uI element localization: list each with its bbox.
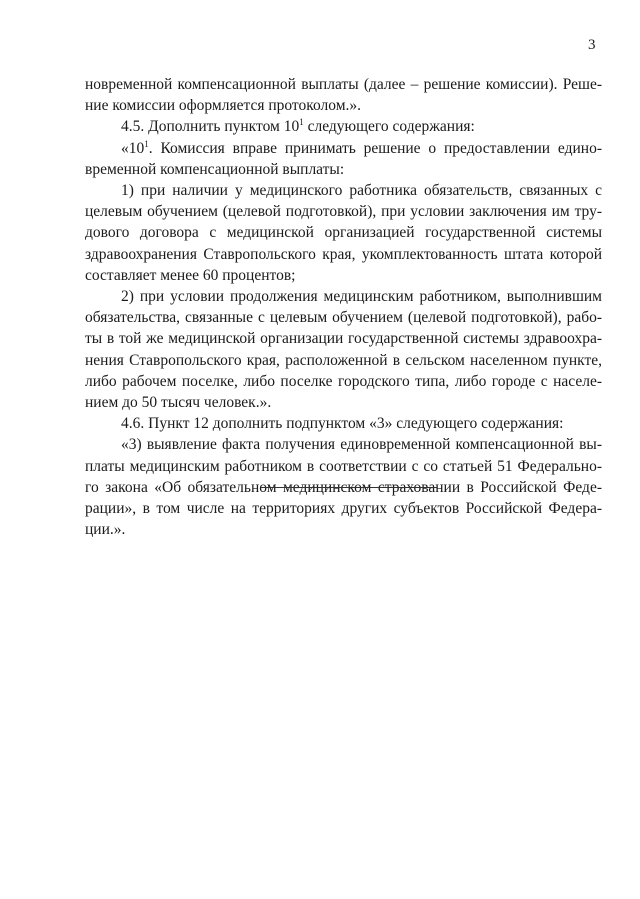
text-line: новременной компенсационной выплаты (далее – решение комиссии). Реше- xyxy=(85,76,602,93)
text-line: временной компенсационной выплаты: xyxy=(85,160,345,178)
text-line: «3) выявление факта получения единовременной компенсационной вы- xyxy=(121,436,602,454)
superscript: 1 xyxy=(144,138,149,149)
text-line: нения Ставропольского края, расположенной в сельском населенном пункте, xyxy=(85,351,602,369)
text-line: ции.». xyxy=(85,521,126,539)
text-line: составляет менее 60 процентов; xyxy=(85,266,296,284)
text-fragment: следующего содержания: xyxy=(303,118,475,136)
text-fragment: «10 xyxy=(121,139,145,157)
text-line: целевым обучением (целевой подготовкой), при условии заключения им тру- xyxy=(85,203,602,221)
text-line: либо рабочем поселке, либо поселке городского типа, либо городе с населе- xyxy=(85,372,602,390)
text-line: 1) при наличии у медицинского работника обязательств, связанных с xyxy=(121,182,602,200)
text-fragment: . Комиссия вправе принимать решение о предоставлении едино- xyxy=(148,139,602,157)
superscript: 1 xyxy=(299,117,304,128)
text-line: дового договора с медицинской организацией государственной системы xyxy=(85,224,602,242)
text-fragment: 4.5. Дополнить пунктом 10 xyxy=(121,118,300,136)
text-line: нием до 50 тысяч человек.». xyxy=(85,394,272,412)
clause-4-6-heading: 4.6. Пункт 12 дополнить подпунктом «3» следующего содержания: xyxy=(121,415,564,433)
text-line: ты в той же медицинской организации государственной системы здравоохра- xyxy=(85,330,602,348)
text-line: рации», в том числе на территориях других субъектов Российской Федера- xyxy=(85,500,602,518)
clause-10-1-heading xyxy=(85,138,602,159)
closing-rule xyxy=(261,487,437,488)
text-line: платы медицинским работником в соответствии с со статьей 51 Федерально- xyxy=(85,457,602,475)
page-number: 3 xyxy=(588,37,596,53)
text-line: ние комиссии оформляется протоколом.». xyxy=(85,97,362,115)
document-body xyxy=(85,74,602,540)
text-line: 2) при условии продолжения медицинским работником, выполнившим xyxy=(121,288,602,306)
text-line: здравоохранения Ставропольского края, укомплектованность штата которой xyxy=(85,245,602,263)
text-line: обязательства, связанные с целевым обучением (целевой подготовкой), рабо- xyxy=(85,309,602,327)
text-line: го закона «Об обязательном медицинском страховании в Российской Феде- xyxy=(85,478,602,496)
clause-4-5-heading xyxy=(85,116,602,137)
